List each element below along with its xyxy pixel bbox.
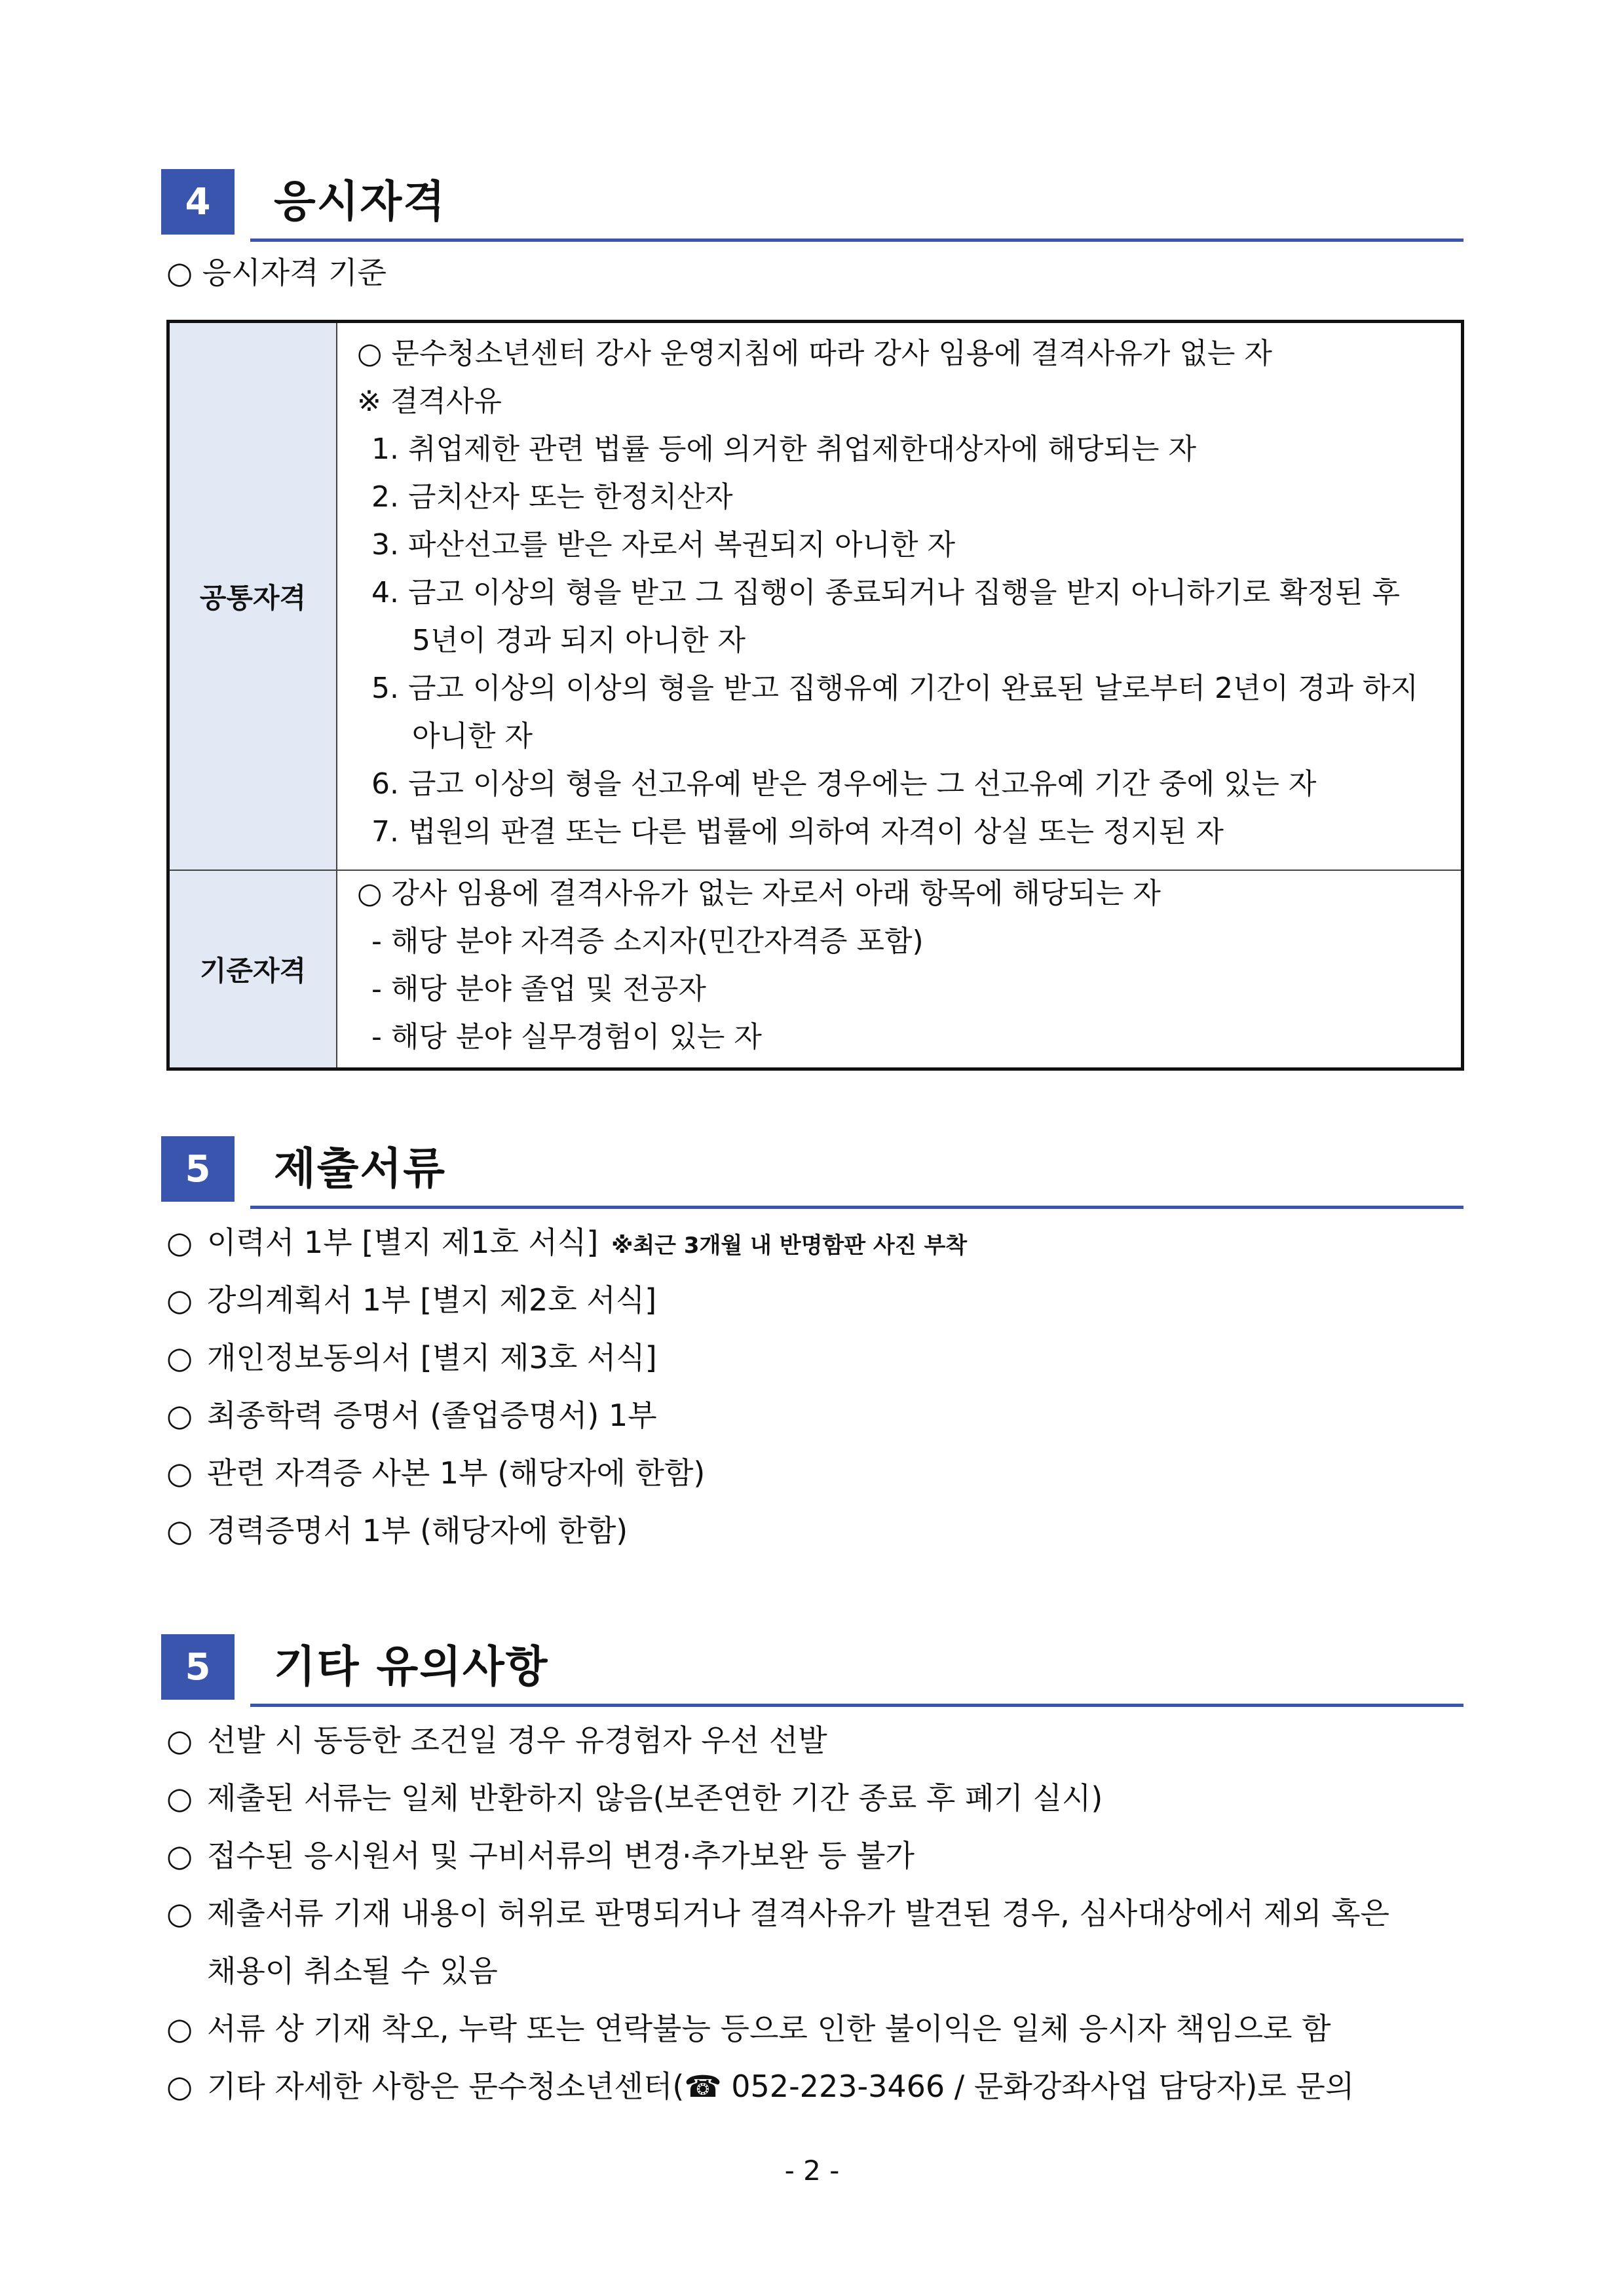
notice-item-text: 채용이 취소될 수 있음 [207,1953,498,1989]
section-title: 기타 유의사항 [274,1641,549,1692]
common-qualification-label: 공통자격 [170,323,337,870]
eligibility-table [166,320,1464,1071]
section-number: 5 [161,1136,235,1202]
document-item [166,1511,628,1550]
table-line: - 해당 분야 자격증 소지자(민간자격증 포함) [371,925,924,958]
photo-note: ※최근 3개월 내 반명함판 사진 부착 [611,1233,968,1259]
notice-item-text: 제출서류 기재 내용이 허위로 판명되거나 결격사유가 발견된 경우, 심사대상에서 제외 혹은 [207,1896,1389,1931]
table-line: ○ 강사 임용에 결격사유가 없는 자로서 아래 항목에 해당되는 자 [357,877,1161,910]
table-line: 6. 금고 이상의 형을 선고유예 받은 경우에는 그 선고유예 기간 중에 있는 자 [371,767,1317,801]
eligibility-intro: ○ 응시자격 기준 [166,255,387,290]
notice-item-text: 기타 자세한 사항은 문수청소년센터(☎ 052-223-3466 / 문화강좌사업 담당자)로 문의 [207,2069,1355,2104]
document-item [166,1223,967,1265]
bullet-icon: ○ [166,1340,193,1375]
standard-qualification-content [337,871,1461,1067]
notice-item-continuation [207,1951,498,1991]
bullet-icon: ○ [166,1780,193,1816]
notice-item [166,1894,1389,1933]
table-line: 2. 금치산자 또는 한정치산자 [371,480,733,514]
bullet-icon: ○ [166,1723,193,1758]
bullet-icon: ○ [166,1513,193,1548]
notice-item [166,1778,1103,1818]
section-notes-header [161,1634,1471,1708]
document-item-text: 개인정보동의서 [별지 제3호 서식] [207,1340,657,1375]
bullet-icon: ○ [166,2011,193,2046]
document-item-text: 강의계획서 1부 [별지 제2호 서식] [207,1282,657,1318]
bullet-icon: ○ [166,1838,193,1873]
notice-item-text: 선발 시 동등한 조건일 경우 유경험자 우선 선발 [207,1723,827,1758]
notice-item-text: 서류 상 기재 착오, 누락 또는 연락불능 등으로 인한 불이익은 일체 응시자 책임으로 함 [207,2011,1331,2046]
bullet-icon: ○ [166,2069,193,2104]
common-qualification-row [170,323,1461,871]
bullet-icon: ○ [166,1455,193,1491]
table-line: 7. 법원의 판결 또는 다른 법률에 의하여 자격이 상실 또는 정지된 자 [371,815,1224,849]
notice-item [166,2067,1354,2106]
document-item-text: 최종학력 증명서 (졸업증명서) 1부 [207,1398,657,1433]
notice-item [166,2009,1331,2048]
table-line: 4. 금고 이상의 형을 받고 그 집행이 종료되거나 집행을 받지 아니하기로 확정된 후 [371,576,1400,609]
section-divider [250,1704,1463,1707]
table-line: 3. 파산선고를 받은 자로서 복권되지 아니한 자 [371,528,955,562]
section-divider [250,239,1463,242]
section-number: 4 [161,169,235,235]
document-item-text: 경력증명서 1부 (해당자에 한함) [207,1513,628,1548]
table-line: 5. 금고 이상의 이상의 형을 받고 집행유예 기간이 완료된 날로부터 2년이 경과 하지 [371,672,1418,705]
section-title: 응시자격 [274,176,447,227]
table-line: 1. 취업제한 관련 법률 등에 의거한 취업제한대상자에 해당되는 자 [371,432,1196,466]
document-item [166,1280,656,1320]
notice-item [166,1721,827,1760]
document-item-text: 관련 자격증 사본 1부 (해당자에 한함) [207,1455,706,1491]
bullet-icon: ○ [166,1282,193,1318]
document-item [166,1453,705,1493]
table-line: - 해당 분야 졸업 및 전공자 [371,972,706,1006]
table-line: ※ 결격사유 [357,385,502,418]
document-item [166,1338,657,1377]
table-line: 아니한 자 [412,719,533,753]
notice-item-text: 제출된 서류는 일체 반환하지 않음(보존연한 기간 종료 후 폐기 실시) [207,1780,1103,1816]
document-item [166,1396,657,1435]
bullet-icon: ○ [166,1896,193,1931]
common-qualification-content [337,323,1461,870]
section-4-header [161,169,1471,242]
table-line: ○ 문수청소년센터 강사 운영지침에 따라 강사 임용에 결격사유가 없는 자 [357,337,1272,370]
bullet-icon: ○ [166,1225,193,1260]
notice-item-text: 접수된 응시원서 및 구비서류의 변경·추가보완 등 불가 [207,1838,915,1873]
standard-qualification-label: 기준자격 [170,871,337,1067]
section-5-header [161,1136,1471,1210]
page-number: - 2 - [784,2154,840,2187]
section-title: 제출서류 [274,1143,447,1194]
section-number: 5 [161,1634,235,1700]
section-divider [250,1206,1463,1209]
notice-item [166,1836,915,1875]
document-item-text: 이력서 1부 [별지 제1호 서식] [207,1225,599,1260]
standard-qualification-row [170,871,1461,1067]
bullet-icon: ○ [166,1398,193,1433]
table-line: 5년이 경과 되지 아니한 자 [412,624,746,657]
table-line: - 해당 분야 실무경험이 있는 자 [371,1020,762,1054]
